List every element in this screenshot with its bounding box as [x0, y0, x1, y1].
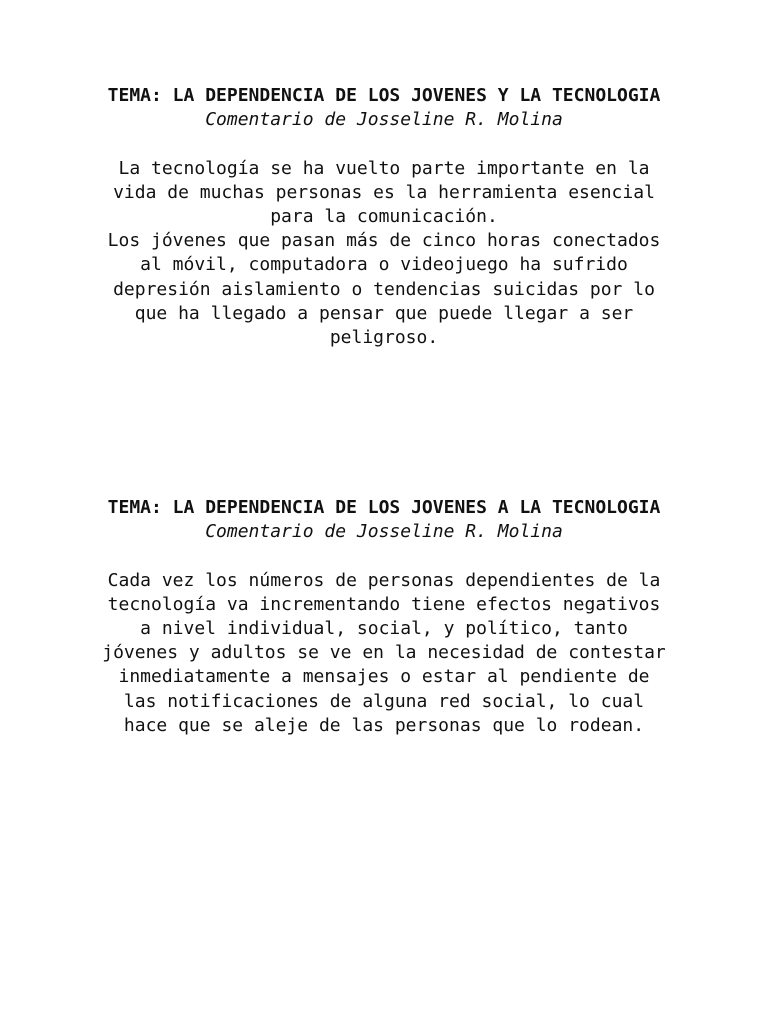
comment-section-2 [100, 496, 668, 738]
section-paragraph: Cada vez los números de personas dependientes de la tecnología va incrementando tiene efectos negativos a nivel individual, social, y político, tanto jóvenes y adultos se ve en la necesidad de contestar inmediatamente a mensajes o estar al pendiente de las notificaciones de alguna red social, lo cual hace que se aleje de las personas que lo rodean. [102, 569, 666, 736]
section-author: Comentario de Josseline R. Molina [205, 109, 563, 131]
blank-line [100, 544, 668, 568]
section-title: TEMA: LA DEPENDENCIA DE LOS JOVENES A LA TECNOLOGIA [107, 497, 661, 518]
section-author: Comentario de Josseline R. Molina [205, 521, 563, 543]
section-title: TEMA: LA DEPENDENCIA DE LOS JOVENES Y LA TECNOLOGIA [107, 85, 661, 106]
section-paragraph: Los jóvenes que pasan más de cinco horas conectados al móvil, computadora o videojuego ha sufrido depresión aislamiento o tendencias suicidas por lo que ha llegado a pensar que puede llegar a ser peligroso. [107, 230, 661, 349]
section-paragraph: La tecnología se ha vuelto parte importante en la vida de muchas personas es la herramienta esencial para la comunicación. [113, 157, 655, 227]
blank-line [100, 132, 668, 156]
comment-section-1 [100, 84, 668, 350]
